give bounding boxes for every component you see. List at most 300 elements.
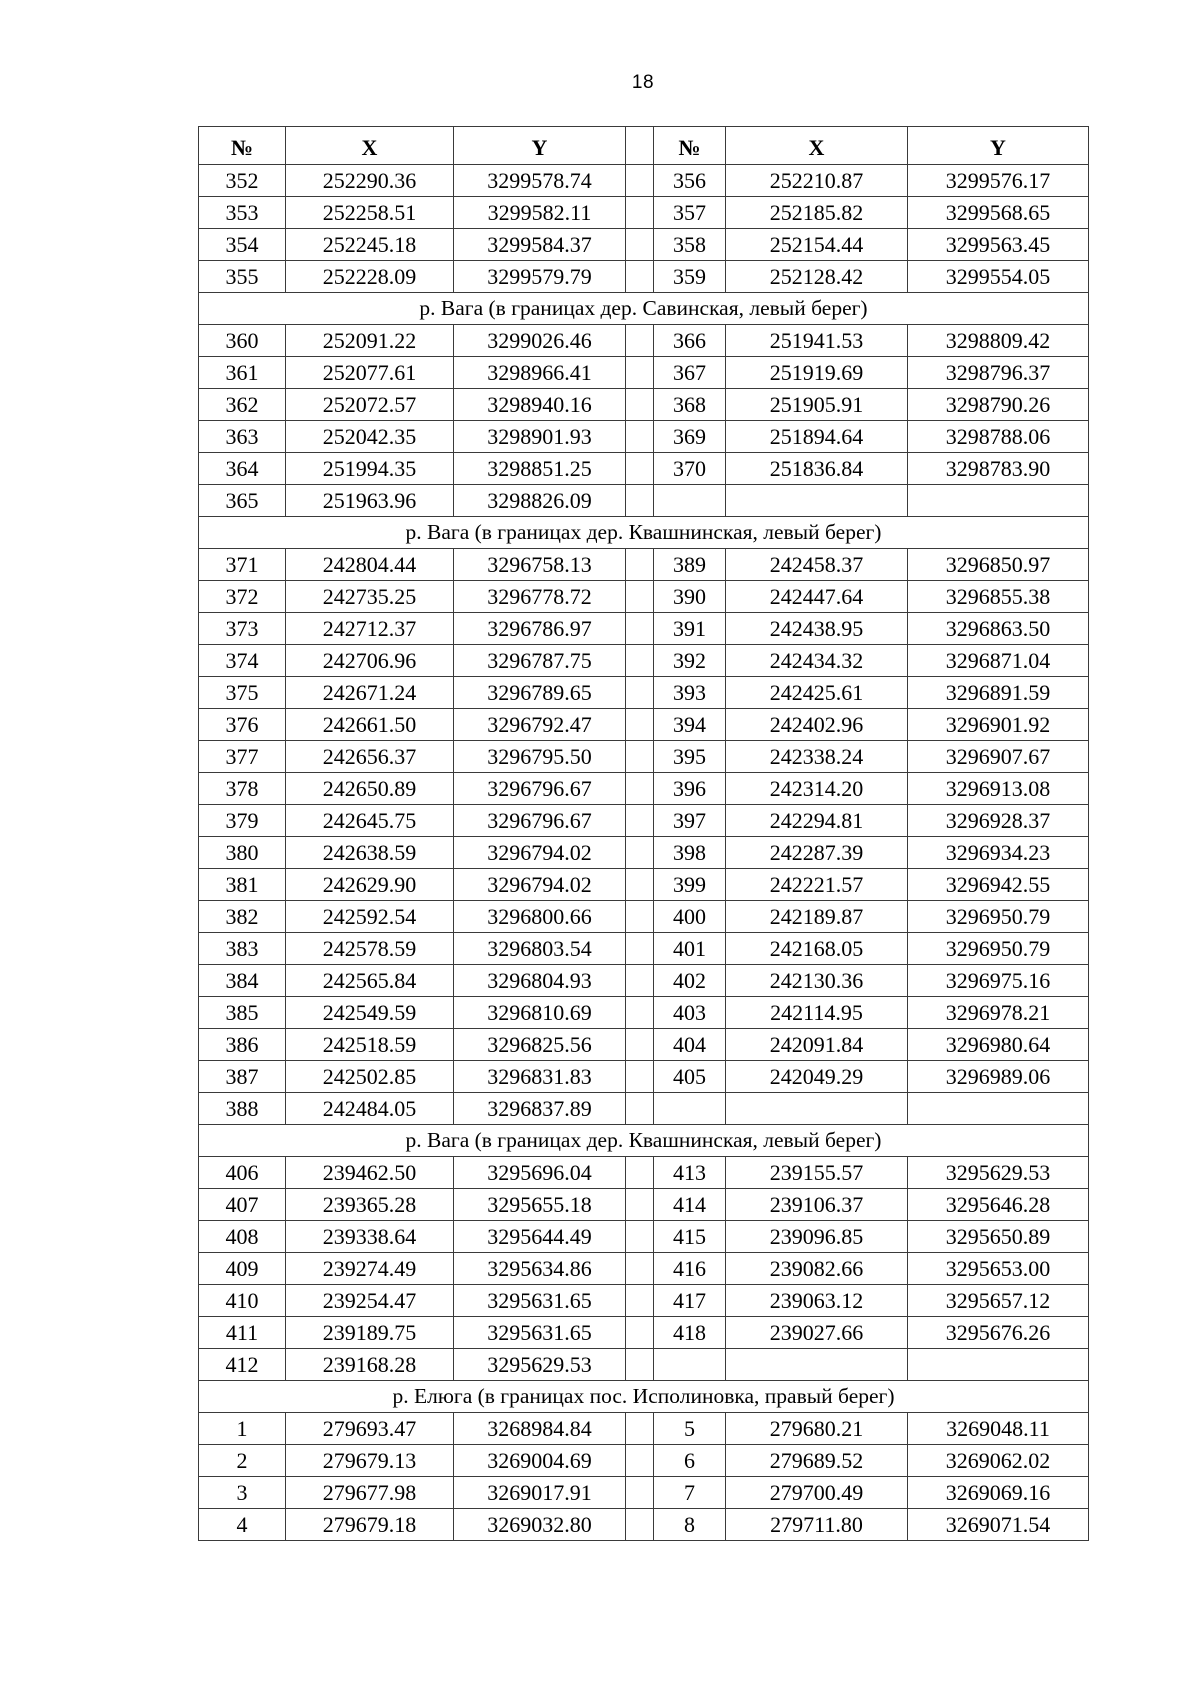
y-coordinate: 3299026.46 — [454, 325, 626, 357]
spacer — [626, 1221, 654, 1253]
spacer — [626, 453, 654, 485]
y-coordinate: 3299582.11 — [454, 197, 626, 229]
point-number-right — [654, 1349, 726, 1381]
y-coordinate: 3269017.91 — [454, 1477, 626, 1509]
coordinates-table — [198, 126, 1089, 1541]
x-coordinate: 252228.09 — [286, 261, 454, 293]
point-number-right: 394 — [654, 709, 726, 741]
point-number-right: 400 — [654, 901, 726, 933]
spacer — [626, 325, 654, 357]
spacer — [626, 965, 654, 997]
x-coordinate: 242804.44 — [286, 549, 454, 581]
table-row — [199, 741, 1089, 773]
y-coordinate: 3295655.18 — [454, 1189, 626, 1221]
x-coordinate-right: 251919.69 — [726, 357, 908, 389]
y-coordinate: 3295631.65 — [454, 1317, 626, 1349]
x-coordinate-right: 252154.44 — [726, 229, 908, 261]
table-row — [199, 901, 1089, 933]
table-row — [199, 261, 1089, 293]
x-coordinate: 242578.59 — [286, 933, 454, 965]
section-title: р. Вага (в границах дер. Квашнинская, левый берег) — [199, 1125, 1089, 1157]
point-number-right — [654, 1093, 726, 1125]
y-coordinate: 3296796.67 — [454, 805, 626, 837]
spacer — [626, 805, 654, 837]
x-coordinate: 252245.18 — [286, 229, 454, 261]
y-coordinate-right: 3298796.37 — [908, 357, 1089, 389]
point-number: 361 — [199, 357, 286, 389]
point-number: 360 — [199, 325, 286, 357]
y-coordinate-right: 3298788.06 — [908, 421, 1089, 453]
y-coordinate-right: 3298783.90 — [908, 453, 1089, 485]
point-number-right: 405 — [654, 1061, 726, 1093]
x-coordinate: 239189.75 — [286, 1317, 454, 1349]
spacer — [626, 421, 654, 453]
x-coordinate-right: 252210.87 — [726, 165, 908, 197]
table-row — [199, 581, 1089, 613]
point-number-right: 8 — [654, 1509, 726, 1541]
x-coordinate-right: 251941.53 — [726, 325, 908, 357]
header-y-right: Y — [908, 127, 1089, 165]
y-coordinate: 3296778.72 — [454, 581, 626, 613]
x-coordinate: 239168.28 — [286, 1349, 454, 1381]
y-coordinate-right — [908, 485, 1089, 517]
x-coordinate-right: 242447.64 — [726, 581, 908, 613]
table-row — [199, 1477, 1089, 1509]
y-coordinate: 3296831.83 — [454, 1061, 626, 1093]
point-number-right: 5 — [654, 1413, 726, 1445]
table-row — [199, 1253, 1089, 1285]
y-coordinate-right: 3296975.16 — [908, 965, 1089, 997]
y-coordinate-right: 3299576.17 — [908, 165, 1089, 197]
spacer — [626, 1157, 654, 1189]
point-number-right: 418 — [654, 1317, 726, 1349]
x-coordinate-right: 251894.64 — [726, 421, 908, 453]
point-number: 372 — [199, 581, 286, 613]
point-number: 353 — [199, 197, 286, 229]
x-coordinate-right: 279680.21 — [726, 1413, 908, 1445]
spacer — [626, 357, 654, 389]
header-row — [199, 127, 1089, 165]
section-title-row — [199, 517, 1089, 549]
section-title: р. Вага (в границах дер. Квашнинская, левый берег) — [199, 517, 1089, 549]
table-row — [199, 1029, 1089, 1061]
table-row — [199, 1445, 1089, 1477]
x-coordinate: 279679.18 — [286, 1509, 454, 1541]
table-row — [199, 197, 1089, 229]
x-coordinate-right: 279700.49 — [726, 1477, 908, 1509]
spacer — [626, 901, 654, 933]
spacer — [626, 1253, 654, 1285]
x-coordinate: 242712.37 — [286, 613, 454, 645]
x-coordinate: 239254.47 — [286, 1285, 454, 1317]
point-number-right: 402 — [654, 965, 726, 997]
y-coordinate-right: 3296928.37 — [908, 805, 1089, 837]
point-number: 412 — [199, 1349, 286, 1381]
x-coordinate: 242661.50 — [286, 709, 454, 741]
point-number-right: 390 — [654, 581, 726, 613]
point-number-right: 416 — [654, 1253, 726, 1285]
y-coordinate: 3298826.09 — [454, 485, 626, 517]
x-coordinate-right — [726, 485, 908, 517]
x-coordinate-right: 239082.66 — [726, 1253, 908, 1285]
point-number: 355 — [199, 261, 286, 293]
y-coordinate: 3296803.54 — [454, 933, 626, 965]
point-number: 375 — [199, 677, 286, 709]
y-coordinate-right: 3296891.59 — [908, 677, 1089, 709]
header-number-right: № — [654, 127, 726, 165]
point-number: 365 — [199, 485, 286, 517]
x-coordinate: 252091.22 — [286, 325, 454, 357]
spacer — [626, 1093, 654, 1125]
spacer — [626, 1317, 654, 1349]
point-number-right — [654, 485, 726, 517]
x-coordinate-right: 242168.05 — [726, 933, 908, 965]
spacer — [626, 997, 654, 1029]
table-row — [199, 805, 1089, 837]
y-coordinate: 3296800.66 — [454, 901, 626, 933]
y-coordinate: 3296794.02 — [454, 869, 626, 901]
spacer — [626, 1445, 654, 1477]
section-title: р. Вага (в границах дер. Савинская, левый берег) — [199, 293, 1089, 325]
x-coordinate: 242565.84 — [286, 965, 454, 997]
x-coordinate-right: 279711.80 — [726, 1509, 908, 1541]
section-title-row — [199, 1125, 1089, 1157]
point-number: 1 — [199, 1413, 286, 1445]
y-coordinate-right: 3296863.50 — [908, 613, 1089, 645]
x-coordinate: 239338.64 — [286, 1221, 454, 1253]
spacer — [626, 165, 654, 197]
x-coordinate-right: 242091.84 — [726, 1029, 908, 1061]
section-title-row — [199, 293, 1089, 325]
point-number: 407 — [199, 1189, 286, 1221]
table-row — [199, 549, 1089, 581]
point-number-right: 399 — [654, 869, 726, 901]
y-coordinate: 3269004.69 — [454, 1445, 626, 1477]
spacer — [626, 933, 654, 965]
y-coordinate-right: 3296950.79 — [908, 933, 1089, 965]
table-row — [199, 869, 1089, 901]
y-coordinate: 3296796.67 — [454, 773, 626, 805]
x-coordinate-right: 239096.85 — [726, 1221, 908, 1253]
point-number-right: 368 — [654, 389, 726, 421]
x-coordinate: 242638.59 — [286, 837, 454, 869]
y-coordinate: 3268984.84 — [454, 1413, 626, 1445]
x-coordinate-right: 242049.29 — [726, 1061, 908, 1093]
y-coordinate-right: 3269048.11 — [908, 1413, 1089, 1445]
x-coordinate-right: 252185.82 — [726, 197, 908, 229]
x-coordinate-right: 242458.37 — [726, 549, 908, 581]
point-number: 381 — [199, 869, 286, 901]
x-coordinate: 251963.96 — [286, 485, 454, 517]
point-number-right: 357 — [654, 197, 726, 229]
y-coordinate-right: 3296942.55 — [908, 869, 1089, 901]
point-number-right: 391 — [654, 613, 726, 645]
y-coordinate: 3295629.53 — [454, 1349, 626, 1381]
x-coordinate: 239274.49 — [286, 1253, 454, 1285]
point-number: 410 — [199, 1285, 286, 1317]
y-coordinate-right: 3298790.26 — [908, 389, 1089, 421]
y-coordinate-right: 3295650.89 — [908, 1221, 1089, 1253]
spacer — [626, 837, 654, 869]
section-title: р. Елюга (в границах пос. Исполиновка, правый берег) — [199, 1381, 1089, 1413]
y-coordinate: 3296758.13 — [454, 549, 626, 581]
x-coordinate-right: 242338.24 — [726, 741, 908, 773]
y-coordinate: 3269032.80 — [454, 1509, 626, 1541]
y-coordinate: 3296789.65 — [454, 677, 626, 709]
spacer — [626, 677, 654, 709]
point-number: 374 — [199, 645, 286, 677]
spacer — [626, 1413, 654, 1445]
table-row — [199, 325, 1089, 357]
x-coordinate-right: 242130.36 — [726, 965, 908, 997]
y-coordinate-right — [908, 1093, 1089, 1125]
y-coordinate: 3296795.50 — [454, 741, 626, 773]
table-row — [199, 997, 1089, 1029]
point-number-right: 359 — [654, 261, 726, 293]
x-coordinate: 252042.35 — [286, 421, 454, 453]
y-coordinate: 3295696.04 — [454, 1157, 626, 1189]
y-coordinate: 3298851.25 — [454, 453, 626, 485]
y-coordinate: 3295631.65 — [454, 1285, 626, 1317]
x-coordinate-right: 251905.91 — [726, 389, 908, 421]
y-coordinate-right: 3295676.26 — [908, 1317, 1089, 1349]
y-coordinate-right: 3299568.65 — [908, 197, 1089, 229]
y-coordinate-right: 3269071.54 — [908, 1509, 1089, 1541]
point-number: 2 — [199, 1445, 286, 1477]
table-row — [199, 421, 1089, 453]
x-coordinate: 252077.61 — [286, 357, 454, 389]
table-row — [199, 1285, 1089, 1317]
point-number-right: 404 — [654, 1029, 726, 1061]
point-number-right: 398 — [654, 837, 726, 869]
x-coordinate-right: 242314.20 — [726, 773, 908, 805]
point-number: 386 — [199, 1029, 286, 1061]
spacer — [626, 1285, 654, 1317]
table-row — [199, 933, 1089, 965]
point-number: 383 — [199, 933, 286, 965]
y-coordinate-right: 3296855.38 — [908, 581, 1089, 613]
x-coordinate: 242549.59 — [286, 997, 454, 1029]
point-number: 354 — [199, 229, 286, 261]
spacer — [626, 645, 654, 677]
x-coordinate-right — [726, 1349, 908, 1381]
point-number-right: 6 — [654, 1445, 726, 1477]
table-row — [199, 485, 1089, 517]
x-coordinate: 242735.25 — [286, 581, 454, 613]
spacer — [626, 773, 654, 805]
table-row — [199, 645, 1089, 677]
point-number-right: 367 — [654, 357, 726, 389]
x-coordinate: 242592.54 — [286, 901, 454, 933]
point-number-right: 396 — [654, 773, 726, 805]
x-coordinate-right: 252128.42 — [726, 261, 908, 293]
x-coordinate-right: 242294.81 — [726, 805, 908, 837]
table-row — [199, 773, 1089, 805]
point-number-right: 403 — [654, 997, 726, 1029]
y-coordinate: 3296837.89 — [454, 1093, 626, 1125]
point-number: 380 — [199, 837, 286, 869]
y-coordinate: 3298901.93 — [454, 421, 626, 453]
x-coordinate: 242706.96 — [286, 645, 454, 677]
table-body — [199, 165, 1089, 1541]
x-coordinate: 252072.57 — [286, 389, 454, 421]
x-coordinate-right: 239106.37 — [726, 1189, 908, 1221]
y-coordinate: 3296792.47 — [454, 709, 626, 741]
header-x: X — [286, 127, 454, 165]
x-coordinate: 242650.89 — [286, 773, 454, 805]
point-number: 382 — [199, 901, 286, 933]
header-spacer — [626, 127, 654, 165]
x-coordinate: 242671.24 — [286, 677, 454, 709]
point-number: 388 — [199, 1093, 286, 1125]
point-number-right: 401 — [654, 933, 726, 965]
spacer — [626, 261, 654, 293]
y-coordinate-right: 3295653.00 — [908, 1253, 1089, 1285]
x-coordinate-right: 279689.52 — [726, 1445, 908, 1477]
x-coordinate-right: 242425.61 — [726, 677, 908, 709]
x-coordinate: 242484.05 — [286, 1093, 454, 1125]
y-coordinate-right: 3296934.23 — [908, 837, 1089, 869]
table-row — [199, 229, 1089, 261]
header-x-right: X — [726, 127, 908, 165]
x-coordinate-right — [726, 1093, 908, 1125]
x-coordinate: 279693.47 — [286, 1413, 454, 1445]
y-coordinate-right: 3299554.05 — [908, 261, 1089, 293]
y-coordinate: 3296825.56 — [454, 1029, 626, 1061]
header-number: № — [199, 127, 286, 165]
point-number-right: 370 — [654, 453, 726, 485]
spacer — [626, 197, 654, 229]
y-coordinate-right: 3296980.64 — [908, 1029, 1089, 1061]
y-coordinate: 3296810.69 — [454, 997, 626, 1029]
point-number: 377 — [199, 741, 286, 773]
point-number: 379 — [199, 805, 286, 837]
spacer — [626, 1509, 654, 1541]
table-row — [199, 1189, 1089, 1221]
spacer — [626, 1349, 654, 1381]
x-coordinate: 239365.28 — [286, 1189, 454, 1221]
table-row — [199, 389, 1089, 421]
point-number-right: 392 — [654, 645, 726, 677]
header-y: Y — [454, 127, 626, 165]
table-row — [199, 1317, 1089, 1349]
table-row — [199, 165, 1089, 197]
x-coordinate-right: 242434.32 — [726, 645, 908, 677]
y-coordinate-right: 3296913.08 — [908, 773, 1089, 805]
table-row — [199, 453, 1089, 485]
table-row — [199, 1061, 1089, 1093]
x-coordinate: 242656.37 — [286, 741, 454, 773]
point-number-right: 366 — [654, 325, 726, 357]
point-number: 363 — [199, 421, 286, 453]
x-coordinate-right: 242189.87 — [726, 901, 908, 933]
point-number: 387 — [199, 1061, 286, 1093]
table-row — [199, 1221, 1089, 1253]
spacer — [626, 709, 654, 741]
x-coordinate: 252290.36 — [286, 165, 454, 197]
y-coordinate-right: 3298809.42 — [908, 325, 1089, 357]
x-coordinate-right: 239063.12 — [726, 1285, 908, 1317]
table-row — [199, 1157, 1089, 1189]
x-coordinate-right: 242287.39 — [726, 837, 908, 869]
point-number: 378 — [199, 773, 286, 805]
spacer — [626, 869, 654, 901]
y-coordinate-right: 3296871.04 — [908, 645, 1089, 677]
x-coordinate: 279679.13 — [286, 1445, 454, 1477]
y-coordinate: 3299578.74 — [454, 165, 626, 197]
y-coordinate-right: 3296850.97 — [908, 549, 1089, 581]
y-coordinate-right — [908, 1349, 1089, 1381]
point-number: 352 — [199, 165, 286, 197]
y-coordinate-right: 3296950.79 — [908, 901, 1089, 933]
section-title-row — [199, 1381, 1089, 1413]
y-coordinate: 3296787.75 — [454, 645, 626, 677]
x-coordinate-right: 242438.95 — [726, 613, 908, 645]
spacer — [626, 1477, 654, 1509]
y-coordinate: 3298940.16 — [454, 389, 626, 421]
spacer — [626, 229, 654, 261]
spacer — [626, 1061, 654, 1093]
y-coordinate: 3296804.93 — [454, 965, 626, 997]
y-coordinate: 3296794.02 — [454, 837, 626, 869]
y-coordinate-right: 3296907.67 — [908, 741, 1089, 773]
table-row — [199, 965, 1089, 997]
table-row — [199, 613, 1089, 645]
y-coordinate-right: 3295629.53 — [908, 1157, 1089, 1189]
y-coordinate-right: 3269062.02 — [908, 1445, 1089, 1477]
point-number-right: 389 — [654, 549, 726, 581]
x-coordinate-right: 239027.66 — [726, 1317, 908, 1349]
y-coordinate-right: 3296901.92 — [908, 709, 1089, 741]
spacer — [626, 581, 654, 613]
y-coordinate: 3298966.41 — [454, 357, 626, 389]
y-coordinate-right: 3296989.06 — [908, 1061, 1089, 1093]
x-coordinate-right: 242402.96 — [726, 709, 908, 741]
point-number: 362 — [199, 389, 286, 421]
x-coordinate: 242518.59 — [286, 1029, 454, 1061]
point-number-right: 393 — [654, 677, 726, 709]
x-coordinate: 242629.90 — [286, 869, 454, 901]
point-number: 408 — [199, 1221, 286, 1253]
point-number: 3 — [199, 1477, 286, 1509]
x-coordinate: 242645.75 — [286, 805, 454, 837]
y-coordinate-right: 3269069.16 — [908, 1477, 1089, 1509]
x-coordinate: 251994.35 — [286, 453, 454, 485]
point-number: 373 — [199, 613, 286, 645]
y-coordinate: 3295634.86 — [454, 1253, 626, 1285]
point-number-right: 369 — [654, 421, 726, 453]
spacer — [626, 741, 654, 773]
x-coordinate-right: 251836.84 — [726, 453, 908, 485]
point-number-right: 7 — [654, 1477, 726, 1509]
spacer — [626, 1029, 654, 1061]
x-coordinate: 279677.98 — [286, 1477, 454, 1509]
table-row — [199, 357, 1089, 389]
spacer — [626, 613, 654, 645]
page-number: 18 — [631, 72, 655, 93]
point-number-right: 356 — [654, 165, 726, 197]
y-coordinate: 3295644.49 — [454, 1221, 626, 1253]
point-number: 411 — [199, 1317, 286, 1349]
x-coordinate: 242502.85 — [286, 1061, 454, 1093]
table-row — [199, 1349, 1089, 1381]
point-number: 384 — [199, 965, 286, 997]
point-number-right: 397 — [654, 805, 726, 837]
point-number-right: 395 — [654, 741, 726, 773]
table-row — [199, 1413, 1089, 1445]
point-number: 364 — [199, 453, 286, 485]
y-coordinate: 3299579.79 — [454, 261, 626, 293]
